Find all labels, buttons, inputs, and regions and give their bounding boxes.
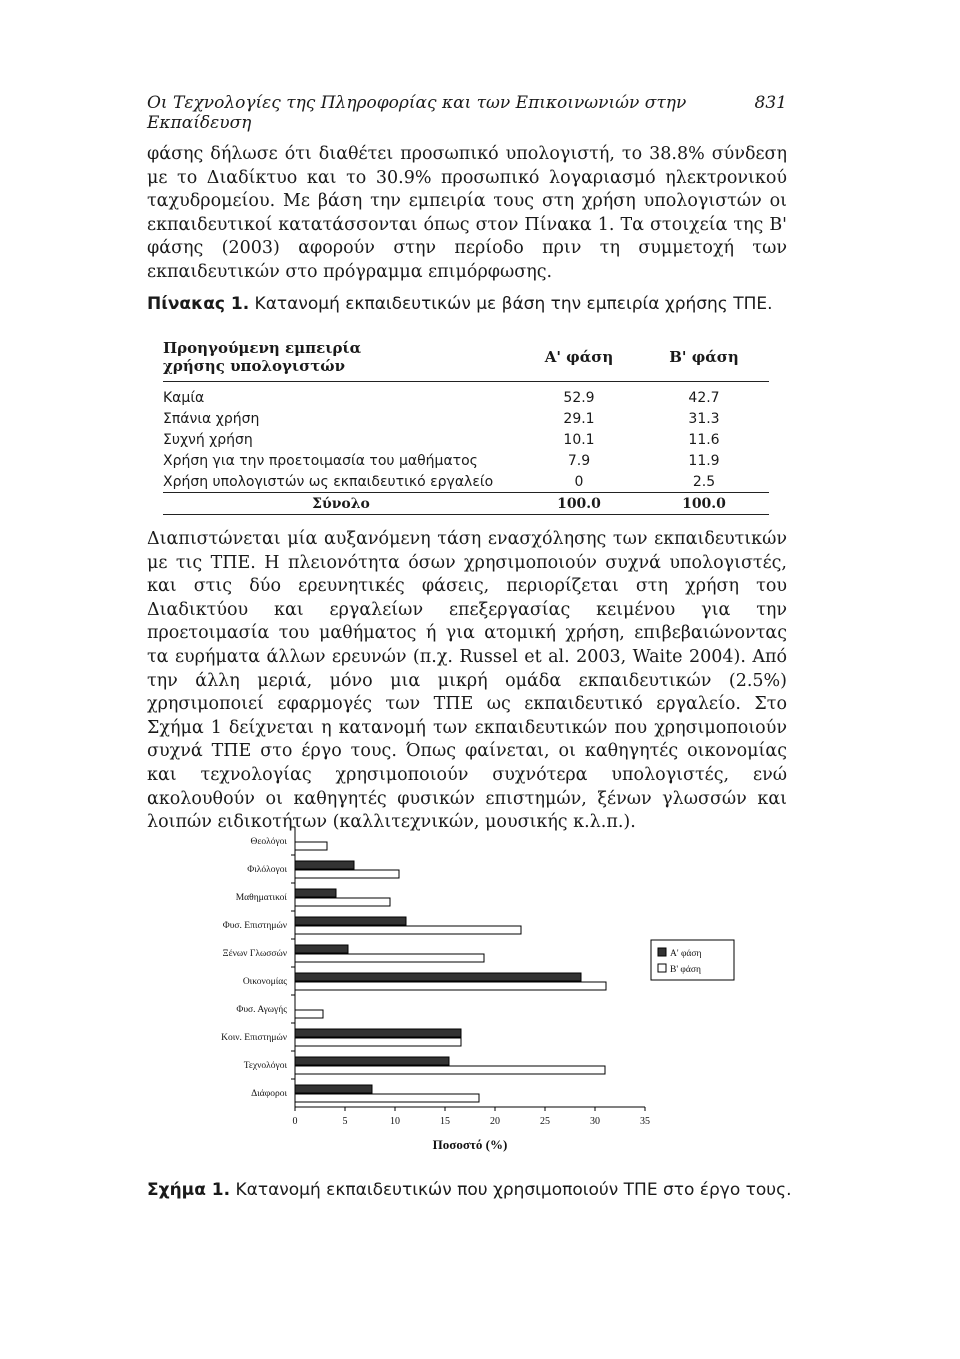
bar-phase-b: [295, 898, 390, 906]
table-total-row: [163, 493, 769, 515]
table-caption-label: Πίνακας 1.: [147, 294, 250, 314]
row-phase-b: 2.5: [692, 473, 716, 490]
y-tick-label: Διάφοροι: [251, 1089, 287, 1099]
table-row: [163, 450, 769, 471]
header-phase-b: Β' φάση: [639, 337, 769, 382]
bar-phase-a: [295, 861, 354, 869]
legend-label: Α' φάση: [670, 949, 702, 959]
figure-caption: [147, 1180, 792, 1200]
row-phase-b: 42.7: [688, 389, 720, 406]
bar-phase-b: [295, 1066, 605, 1074]
row-phase-b: 31.3: [688, 410, 720, 427]
total-label: Σύνολο: [163, 493, 519, 515]
figure-caption-text: Κατανομή εκπαιδευτικών που χρησιμοποιούν ΤΠΕ στο έργο τους.: [230, 1180, 792, 1200]
row-label: Σπάνια χρήση: [163, 410, 260, 427]
row-phase-a: 29.1: [563, 410, 595, 427]
y-tick-label: Φυσ. Επιστημών: [222, 921, 287, 931]
x-tick-label: 20: [490, 1116, 500, 1127]
figure-1-chart: [196, 822, 756, 1152]
y-tick-label: Μαθηματικοί: [235, 893, 287, 903]
bar-phase-a: [295, 945, 348, 953]
bar-phase-b: [295, 842, 327, 850]
paragraph-1: φάσης δήλωσε ότι διαθέτει προσωπικό υπολογιστή, το 38.8% σύνδεση με το Διαδίκτυο και το 30.9% προσωπικό λογαριασμό ηλεκτρονικού ταχυδρομείου. Με βάση την εμπειρία τους στη χρήση υπολογιστών οι εκπαιδευτικοί κατατάσσονται όπως στον Πίνακα 1. Τα στοιχεία της Β' φάσης (2003) αφορούν στην περίοδο πριν τη συμμετοχή των εκπαιδευτικών στο πρόγραμμα επιμόρφωσης.: [147, 144, 787, 282]
row-phase-a: 7.9: [567, 452, 591, 469]
row-phase-b: 11.6: [688, 431, 720, 448]
bar-phase-b: [295, 954, 484, 962]
total-phase-a: 100.0: [519, 493, 639, 515]
table-row: [163, 408, 769, 429]
paragraph-2: Διαπιστώνεται μία αυξανόμενη τάση ενασχόλησης των εκπαιδευτικών με τις ΤΠΕ. Η πλειονότητα όσων χρησιμοποιούν συχνά υπολογιστές, και στις δύο ερευνητικές φάσεις, περιορίζεται στη χρήση του Διαδικτύου και εργαλείων επεξεργασίας κειμένου για την προετοιμασία του μαθήματος ή για ατομική χρήση, επιβεβαιώνοντας τα ευρήματα άλλων ερευνών (π.χ. Russel et al. 2003, Waite 2004). Από την άλλη μεριά, μόνο μια μικρή ομάδα εκπαιδευτικών (2.5%) χρησιμοποιεί εφαρμογές των ΤΠΕ ως εκπαιδευτικό εργαλείο. Στο Σχήμα 1 δείχνεται η κατανομή των εκπαιδευτικών που χρησιμοποιούν συχνά ΤΠΕ στο έργο τους. Όπως φαίνεται, οι καθηγητές οικονομίας και τεχνολογίας χρησιμοποιούν συχνότερα υπολογιστές, ενώ ακολουθούν οι καθηγητές φυσικών επιστημών, ξένων γλωσσών και λοιπών ειδικοτήτων (καλλιτεχνικών, μουσικής κ.λ.π.).: [147, 529, 787, 833]
table-row: [163, 429, 769, 450]
y-tick-label: Φιλόλογοι: [247, 865, 287, 875]
bar-phase-b: [295, 926, 521, 934]
row-phase-a: 10.1: [563, 431, 595, 448]
bar-phase-a: [295, 973, 581, 981]
running-head: [147, 93, 787, 133]
y-tick-label: Φυσ. Αγωγής: [236, 1005, 287, 1015]
y-tick-label: Οικονομίας: [242, 977, 287, 987]
bar-phase-a: [295, 1057, 449, 1065]
total-phase-b: 100.0: [639, 493, 769, 515]
header-phase-a: Α' φάση: [519, 337, 639, 382]
bar-phase-a: [295, 917, 406, 925]
x-tick-label: 5: [342, 1116, 348, 1127]
table-row: [163, 471, 769, 493]
figure-caption-label: Σχήμα 1.: [147, 1180, 231, 1200]
table-1: [163, 337, 769, 515]
y-tick-label: Κοιν. Επιστημών: [221, 1033, 287, 1043]
bar-phase-b: [295, 1038, 461, 1046]
row-label: Καμία: [163, 389, 205, 406]
bar-phase-a: [295, 889, 336, 897]
legend-swatch: [658, 948, 666, 956]
row-label: Χρήση για την προετοιμασία του μαθήματος: [163, 452, 478, 469]
table-caption-text: Κατανομή εκπαιδευτικών με βάση την εμπειρία χρήσης ΤΠΕ.: [249, 294, 773, 314]
bar-phase-b: [295, 870, 399, 878]
row-phase-a: 52.9: [563, 389, 595, 406]
bar-phase-b: [295, 1094, 479, 1102]
row-label: Χρήση υπολογιστών ως εκπαιδευτικό εργαλείο: [163, 473, 494, 490]
x-tick-label: 10: [390, 1116, 400, 1127]
table-row: [163, 382, 769, 409]
y-tick-label: Τεχνολόγοι: [243, 1061, 287, 1071]
x-tick-label: 30: [590, 1116, 600, 1127]
row-label: Συχνή χρήση: [163, 431, 253, 448]
x-tick-label: 0: [292, 1116, 298, 1127]
x-axis-label: Ποσοστό (%): [432, 1137, 508, 1152]
x-tick-label: 35: [640, 1116, 650, 1127]
row-phase-a: 0: [574, 473, 584, 490]
table-header-row: [163, 337, 769, 382]
running-head-title: Οι Τεχνολογίες της Πληροφορίας και των Επικοινωνιών στην Εκπαίδευση: [147, 93, 687, 133]
y-tick-label: Θεολόγοι: [250, 837, 287, 847]
bar-phase-a: [295, 1029, 461, 1037]
row-phase-b: 11.9: [688, 452, 720, 469]
page-number: 831: [754, 93, 787, 113]
x-tick-label: 15: [440, 1116, 450, 1127]
header-experience: Προηγούμενη εμπειρία χρήσης υπολογιστών: [163, 337, 519, 382]
bar-phase-b: [295, 982, 606, 990]
legend-swatch: [658, 964, 666, 972]
legend-label: Β' φάση: [670, 965, 701, 975]
table-caption: [147, 294, 773, 314]
bar-phase-b: [295, 1010, 323, 1018]
experience-table: [163, 337, 769, 515]
y-tick-label: Ξένων Γλωσσών: [222, 949, 287, 959]
x-tick-label: 25: [540, 1116, 550, 1127]
bar-phase-a: [295, 1085, 372, 1093]
